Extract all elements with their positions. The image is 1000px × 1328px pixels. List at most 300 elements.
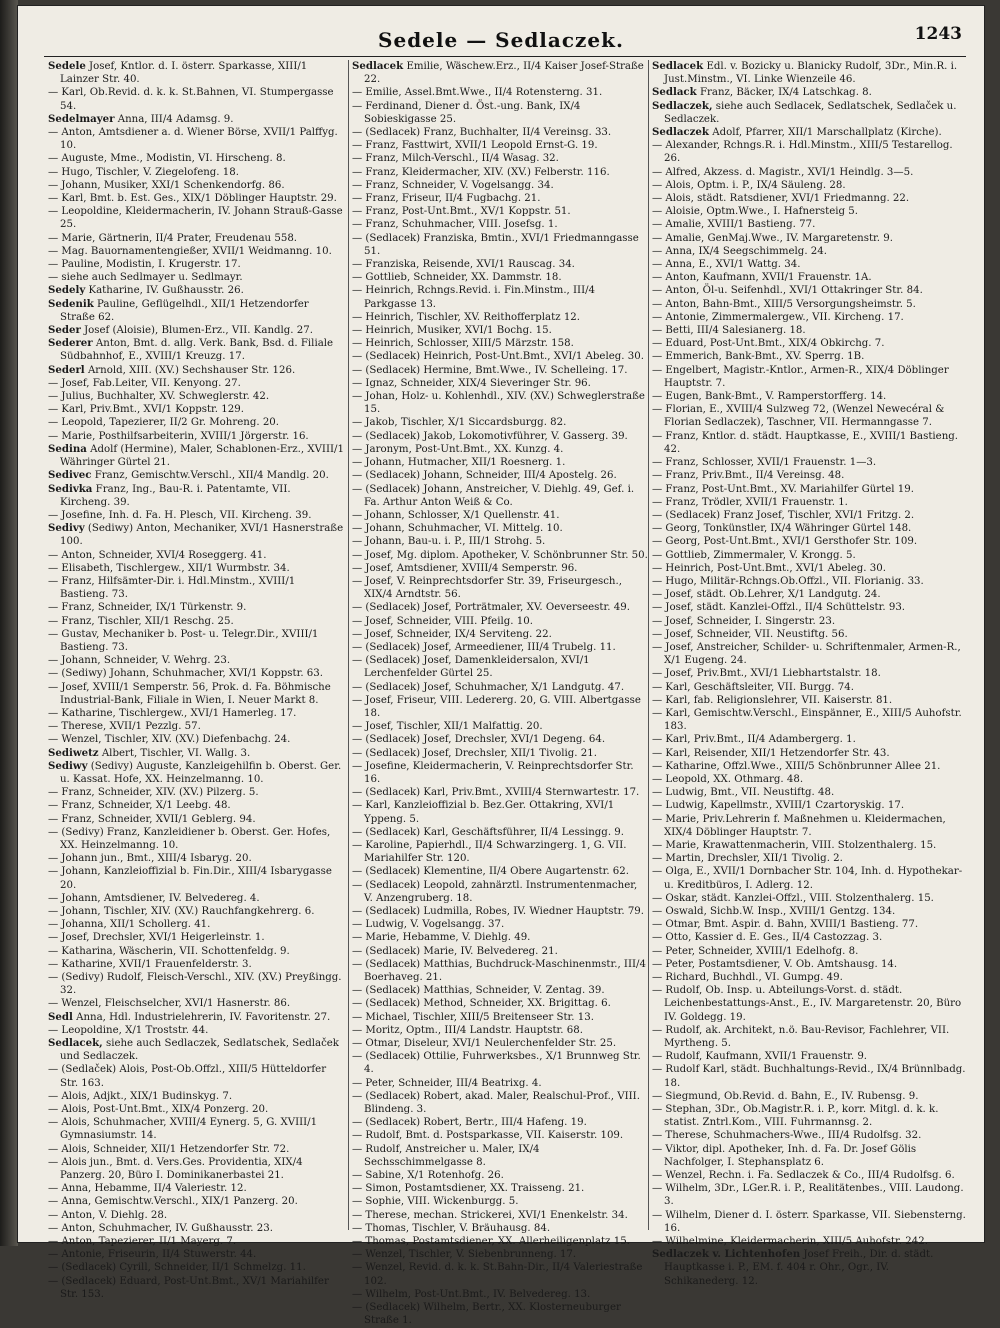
entry-text: — (Sedlacek) Robert, akad. Maler, Realschul-Prof., VIII. Blindeng. 3. [352,1090,640,1116]
directory-entry [652,575,966,588]
entry-text: — Franz, Schneider, XIV. (XV.) Pilzerg. 5. [48,787,259,799]
directory-entry [352,1301,648,1327]
directory-entry [652,905,966,918]
entry-text: Franz, Ing., Bau-R. i. Patentamte, VII. Kircheng. 39. [60,483,291,508]
entry-text: — Alois, städt. Ratsdiener, XVI/1 Friedmanng. 22. [652,193,910,205]
directory-entry [48,747,344,760]
entry-text: — Wilhelm, Diener d. I. österr. Sparkasse, VII. Siebensterng. 16. [652,1209,966,1234]
entry-text: — Anna, E., XVI/1 Wattg. 34. [652,259,801,271]
entry-text: — Franz, Milch-Verschl., II/4 Wasag. 32. [352,153,559,165]
entry-text: — (Sedlacek) Josef, Drechsler, XVI/1 Degeng. 64. [352,734,606,746]
entry-text: — Wenzel, Revid. d. k. k. St.Bahn-Dir., II/4 Valeriestraße 102. [352,1262,643,1287]
entry-text: — Eugen, Bank-Bmt., V. Ramperstorfferg. 14. [652,391,887,403]
entry-text: — Otmar, Diseleur, XVI/1 Neulerchenfelder Str. 25. [352,1038,617,1050]
entry-surname: Sedivec [48,469,92,482]
directory-entry [352,218,648,231]
directory-entry [48,86,344,112]
directory-entry [352,416,648,429]
column-right [652,60,966,1287]
entry-text: — Josef, Amtsdiener, XVIII/4 Semperstr. 96. [352,562,578,574]
entry-text: — (Sedlacek) Josef, Armeediener, III/4 Trubelg. 11. [352,641,616,653]
entry-text: — Emmerich, Bank-Bmt., XV. Sperrg. 1B. [652,351,865,363]
directory-entry [48,152,344,165]
directory-entry [352,100,648,126]
directory-entry [48,971,344,997]
entry-text: — (Sedlacek) Ottilie, Fuhrwerksbes., X/1 Brunnweg Str. 4. [352,1051,641,1076]
directory-entry [48,786,344,799]
entry-text: — Peter, Schneider, XVIII/1 Edelhofg. 8. [652,945,859,957]
entry-text: — Alois jun., Bmt. d. Vers.Ges. Providentia, XIX/4 Panzerg. 20, Büro I. Dominikanerbastei 21. [48,1156,303,1182]
directory-entry [48,298,344,324]
entry-text: — Johann, Schneider, V. Wehrg. 23. [48,655,231,667]
entry-surname: Sedlacek [352,60,404,72]
directory-entry [352,1143,648,1169]
entry-text: — Josef, V. Reinprechtsdorfer Str. 39, Friseurgesch., XIX/4 Arndtstr. 56. [352,575,622,601]
entry-text: — Jaronym, Post-Unt.Bmt., XX. Kunzg. 4. [352,443,564,455]
directory-entry [652,1235,966,1248]
entry-text: — Oskar, städt. Kanzlei-Offzl., VIII. Stolzenthalerg. 15. [652,892,934,904]
entry-text: Arnold, XIII. (XV.) Sechshauser Str. 126. [87,364,296,376]
directory-entry [352,271,648,284]
directory-entry [652,1129,966,1142]
directory-entry [652,509,966,522]
directory-entry [48,1143,344,1156]
entry-text: Katharine, IV. Gußhausstr. 26. [88,285,244,297]
entry-text: Emilie, Wäschew.Erz., II/4 Kaiser Josef-Straße 22. [364,61,644,86]
entry-text: Franz, Gemischtw.Verschl., XII/4 Mandlg. 20. [94,470,329,482]
directory-entry [48,958,344,971]
entry-surname: Sedelmayer [48,112,115,125]
entry-text: — (Sedlacek) Johann, Schneider, III/4 Apostelg. 26. [352,470,617,482]
directory-entry [352,799,648,825]
entry-text: — Sabine, X/1 Rotenhofg. 26. [352,1170,504,1182]
directory-entry [352,601,648,614]
entry-text: — (Sedlacek) Matthias, Buchdruck-Maschinenmstr., III/4 Boerhaveg. 21. [352,958,646,984]
entry-text: Josef (Aloisie), Blumen-Erz., VII. Kandlg. 27. [84,325,313,337]
directory-entry [652,945,966,958]
entry-text: Pauline, Geflügelhdl., XII/1 Hetzendorfer Straße 62. [60,298,309,323]
entry-surname: Sedl [48,1010,73,1023]
column-divider [348,60,349,1230]
directory-entry [652,205,966,218]
directory-entry [652,1182,966,1208]
directory-entry [48,271,344,284]
entry-text: — Peter, Postamtsdiener, V. Ob. Amtshausg. 14. [652,958,898,970]
entry-text: — Johann, Schuhmacher, VI. Mittelg. 10. [352,523,563,535]
entry-text: — Emilie, Assel.Bmt.Wwe., II/4 Rotensterng. 31. [352,87,603,99]
directory-entry [352,443,648,456]
directory-entry [652,522,966,535]
directory-entry [48,865,344,891]
directory-entry [352,1050,648,1076]
directory-entry [48,720,344,733]
entry-text: — Franz, Kntlor. d. städt. Hauptkasse, E., XVIII/1 Bastieng. 42. [652,430,959,455]
entry-text: — Josef, städt. Ob.Lehrer, X/1 Landgutg. 24. [652,589,881,601]
entry-text: — Peter, Schneider, III/4 Beatrixg. 4. [352,1077,542,1089]
directory-entry [652,390,966,403]
entry-text: — Johann, Hutmacher, XII/1 Roesnerg. 1. [352,457,566,469]
directory-entry [352,509,648,522]
directory-entry [48,1275,344,1301]
entry-text: — Gottlieb, Zimmermaler, V. Krongg. 5. [652,549,856,561]
entry-text: — Franziska, Reisende, XVI/1 Rauscag. 34. [352,259,575,271]
entry-text: — Moritz, Optm., III/4 Landstr. Hauptstr. 68. [352,1024,583,1036]
directory-entry [48,707,344,720]
directory-entry [652,562,966,575]
entry-text: — Heinrich, Musiker, XVI/1 Bochg. 15. [352,325,552,337]
directory-entry [48,1248,344,1261]
directory-entry [48,760,344,786]
directory-entry [352,615,648,628]
entry-text: — Karl, fab. Religionslehrer, VII. Kaiserstr. 81. [652,694,893,706]
entry-text: — Anton, Amtsdiener a. d. Wiener Börse, XVII/1 Palffyg. 10. [48,127,338,152]
directory-entry [652,707,966,733]
entry-text: — Marie, Hebamme, V. Diehlg. 49. [352,932,531,944]
entry-text: — (Sedlacek) Franz, Buchhalter, II/4 Vereinsg. 33. [352,127,612,139]
directory-entry [352,826,648,839]
directory-entry [652,535,966,548]
entry-text: — (Sedlacek) Klementine, II/4 Obere Augartenstr. 62. [352,866,630,878]
entry-text: — Rudolf, ak. Architekt, n.ö. Bau-Revisor, Fachlehrer, VII. Myrtheng. 5. [652,1024,950,1050]
entry-text: — Karoline, Papierhdl., II/4 Schwarzingerg. 1, G. VII. Mariahilfer Str. 120. [352,839,627,865]
directory-entry [352,720,648,733]
entry-text: — Karl, Reisender, XII/1 Hetzendorfer Str. 43. [652,747,890,759]
directory-entry [652,641,966,667]
book-spine-shadow [0,0,18,1246]
directory-entry [48,1222,344,1235]
directory-entry [652,350,966,363]
entry-text: — (Sedlacek) Jakob, Lokomotivführer, V. Gasserg. 39. [352,430,628,442]
directory-entry [352,1116,648,1129]
directory-entry [652,1143,966,1169]
directory-entry [48,192,344,205]
directory-entry [48,826,344,852]
directory-entry [652,271,966,284]
entry-text: — Ignaz, Schneider, XIX/4 Sieveringer Str. 96. [352,377,591,389]
entry-surname: Sedlacek, [48,1037,103,1050]
entry-surname: Sederl [48,363,85,376]
entry-surname: Sedivy [48,522,85,535]
directory-entry [352,284,648,310]
entry-text: — Anton, Bahn-Bmt., XIII/5 Versorgungsheimstr. 5. [652,298,916,310]
directory-entry [652,1169,966,1182]
column-left [48,60,344,1300]
directory-entry [352,1169,648,1182]
entry-text: Anton, Bmt. d. allg. Verk. Bank, Bsd. d. Filiale Südbahnhof, E., XVIII/1 Kreuzg. 17. [60,338,334,363]
entry-text: Anna, III/4 Adamsg. 9. [117,113,234,125]
entry-text: — Josef, XVIII/1 Semperstr. 56, Prok. d. Fa. Böhmische Industrial-Bank, Filiale in Wien, I. Neuer Markt 8. [48,681,331,706]
directory-entry [352,126,648,139]
directory-entry [652,799,966,812]
entry-text: — Oswald, Sichb.W. Insp., XVIII/1 Gentzg. 134. [652,906,896,917]
directory-entry [48,179,344,192]
directory-entry [48,522,344,548]
entry-text: siehe auch Sedlacek, Sedlatschek, Sedlaček u. Sedlaczek. [664,100,957,125]
entry-text: — Karl, Priv.Bmt., II/4 Adambergerg. 1. [652,734,856,746]
directory-entry [352,1090,648,1116]
directory-entry [652,984,966,1024]
entry-text: — Heinrich, Post-Unt.Bmt., XVI/1 Abeleg. 30. [652,562,886,574]
directory-entry [652,588,966,601]
directory-entry [48,852,344,865]
entry-text: — (Sedlacek) Franziska, Bmtin., XVI/1 Friedmanngasse 51. [352,232,639,257]
directory-entry [48,232,344,245]
entry-text: — (Sedlacek) Franz Josef, Tischler, XVI/1 Fritzg. 2. [652,509,915,521]
entry-text: — Betti, III/4 Salesianerg. 18. [652,325,806,337]
entry-text: — Karl, Gemischtw.Verschl., Einspänner, E., XIII/5 Auhofstr. 183. [652,707,962,733]
entry-text: — (Sedlacek) Wilhelm, Bertr., XX. Klosterneuburger Straße 1. [352,1302,621,1327]
directory-entry [652,549,966,562]
directory-entry [352,258,648,271]
entry-text: — Wilhelm, 3Dr., LGer.R. i. P., Realitätenbes., VIII. Laudong. 3. [652,1183,964,1208]
entry-surname: Sedivka [48,482,93,495]
directory-entry [48,1063,344,1089]
entry-text: — (Sedlacek) Heinrich, Post-Unt.Bmt., XVI/1 Abeleg. 30. [352,351,644,363]
directory-entry [48,430,344,443]
directory-entry [48,113,344,126]
directory-entry [48,403,344,416]
directory-entry [48,126,344,152]
directory-entry [48,1182,344,1195]
entry-text: Albert, Tischler, VI. Wallg. 3. [101,747,251,759]
entry-text: — Otmar, Bmt. Aspir. d. Bahn, XVIII/1 Bastieng. 77. [652,919,919,931]
directory-entry [48,469,344,482]
directory-entry [652,839,966,852]
entry-text: — Josef, Tischler, XII/1 Malfattig. 20. [352,721,543,733]
directory-entry [48,654,344,667]
entry-text: — Franz, Schneider, XVII/1 Geblerg. 94. [48,813,256,825]
entry-text: — (Sedlacek) Method, Schneider, XX. Brigittag. 6. [352,998,611,1010]
directory-entry [48,562,344,575]
entry-text: — Josef, Schneider, VII. Neustiftg. 56. [652,628,848,640]
entry-surname: Sedlack [652,86,697,99]
entry-text: — Wilhelmine, Kleidermacherin, XIII/5 Auhofstr. 242. [652,1236,928,1248]
directory-entry [352,958,648,984]
entry-text: — Karl, Kanzleioffizial b. Bez.Ger. Ottakring, XVI/1 Yppeng. 5. [352,800,615,825]
directory-entry [652,298,966,311]
directory-entry [352,628,648,641]
directory-entry [48,1024,344,1037]
entry-surname: Sedenik [48,297,94,310]
entry-text: — Florian, E., XVIII/4 Sulzweg 72, (Wenzel Newecéral & Florian Sedlaczek), Taschner, VII. Hermanngasse 7. [652,404,945,429]
entry-text: — Alois, Optm. i. P., IX/4 Säuleng. 28. [652,179,846,191]
directory-entry [652,430,966,456]
entry-text: — Sophie, VIII. Wickenburgg. 5. [352,1196,519,1208]
entry-text: — Wenzel, Tischler, XIV. (XV.) Diefenbachg. 24. [48,734,291,746]
directory-entry [352,483,648,509]
entry-text: — Leopoldine, X/1 Troststr. 44. [48,1024,209,1036]
directory-entry [652,139,966,165]
entry-text: — Franz, Schuhmacher, VIII. Josefsg. 1. [352,219,558,231]
directory-entry [352,694,648,720]
directory-entry [352,786,648,799]
entry-text: — Josef, Mg. diplom. Apotheker, V. Schönbrunner Str. 50. [352,549,648,561]
entry-text: — Anton, Öl-u. Seifenhdl., XVI/1 Ottakringer Str. 84. [652,285,923,297]
directory-entry [48,377,344,390]
entry-text: — Leopold, XX. Othmarg. 48. [652,773,804,785]
directory-entry [48,1195,344,1208]
directory-entry [48,813,344,826]
directory-entry [352,535,648,548]
directory-entry [352,905,648,918]
entry-text: (Sedivy) Auguste, Kanzleigehilfin b. Oberst. Ger. u. Kassat. Hofe, XX. Heinzelmanng. 10. [60,760,342,785]
directory-entry [652,232,966,245]
entry-text: — (Sedlacek) Johann, Anstreicher, V. Diehlg. 49, Gef. i. Fa. Arthur Anton Weiß & Co. [352,483,635,508]
entry-text: — Jakob, Tischler, X/1 Siccardsburgg. 82. [352,417,567,429]
entry-text: — Thomas, Tischler, V. Bräuhausg. 84. [352,1222,551,1234]
entry-text: — Antonie, Friseurin, II/4 Stuwerstr. 44. [48,1249,257,1261]
directory-entry [652,456,966,469]
entry-text: — (Sedlacek) Robert, Bertr., III/4 Hafeng. 19. [352,1117,587,1129]
directory-entry [652,1090,966,1103]
entry-text: siehe auch Sedlaczek, Sedlatschek, Sedlaček und Sedlaczek. [60,1038,339,1063]
entry-text: — Siegmund, Ob.Revid. d. Bahn, E., IV. Rubensg. 9. [652,1090,919,1102]
directory-entry [652,324,966,337]
entry-text: — Franz, Schlosser, XVII/1 Frauenstr. 1—3. [652,457,877,469]
entry-text: — Karl, Ob.Revid. d. k. k. St.Bahnen, VI. Stumpergasse 54. [48,87,334,112]
entry-text: — Heinrich, Tischler, XV. Reithofferplatz 12. [352,311,581,323]
directory-entry [652,364,966,390]
directory-entry [652,958,966,971]
entry-text: — Karl, Priv.Bmt., XVI/1 Koppstr. 129. [48,404,244,416]
entry-text: — Otto, Kassier d. E. Ges., II/4 Castozzag. 3. [652,932,883,944]
directory-entry [352,179,648,192]
entry-text: — (Sedlacek) Cyrill, Schneider, II/1 Schmelzg. 11. [48,1262,306,1274]
entry-text: — Marie, Krawattenmacherin, VIII. Stolzenthalerg. 15. [652,839,937,851]
entry-text: — Eduard, Post-Unt.Bmt., XIX/4 Obkirchg. 7. [652,338,885,350]
entry-text: Edl. v. Bozicky u. Blanicky Rudolf, 3Dr., Min.R. i. Just.Minstm., VI. Linke Wienzeile 46. [664,61,958,86]
entry-text: — Anton, Tapezierer, II/1 Mayerg. 7. [48,1236,237,1248]
entry-text: — Johann jun., Bmt., XIII/4 Isbaryg. 20. [48,853,252,865]
directory-entry [48,892,344,905]
entry-text: — Franz, Fasttwirt, XVII/1 Leopold Ernst-G. 19. [352,140,598,152]
page-number: 1243 [914,24,962,44]
entry-text: Anna, Hdl. Industrielehrerin, IV. Favoritenstr. 27. [76,1011,331,1023]
directory-entry [652,601,966,614]
directory-entry [352,575,648,601]
entry-text: — Franz, Hilfsämter-Dir. i. Hdl.Minstm., XVIII/1 Bastieng. 73. [48,575,296,601]
directory-entry [48,905,344,918]
directory-entry [352,562,648,575]
entry-text: — Wenzel, Fleischselcher, XVI/1 Hasnerstr. 86. [48,998,291,1010]
entry-surname: Sedina [48,442,87,455]
entry-text: (Sediwy) Anton, Mechaniker, XVI/1 Hasnerstraße 100. [60,523,344,548]
entry-text: — Engelbert, Magistr.-Kntlor., Armen-R., XIX/4 Döblinger Hauptstr. 7. [652,364,949,389]
entry-text: — Franz, Trödler, XVII/1 Frauenstr. 1. [652,496,848,508]
entry-text: — Stephan, 3Dr., Ob.Magistr.R. i. P., korr. Mitgl. d. k. k. statist. Zntrl.Kom., VIII. Fuhrmannsg. 2. [652,1104,939,1129]
directory-entry [652,469,966,482]
entry-text: — Rudolf, Bmt. d. Postsparkasse, VII. Kaiserstr. 109. [352,1130,624,1142]
directory-entry [352,232,648,258]
entry-text: — Johann, Schlosser, X/1 Quellenstr. 41. [352,509,560,521]
directory-entry [652,813,966,839]
directory-entry [352,152,648,165]
directory-entry [652,1024,966,1050]
directory-entry [48,416,344,429]
directory-page [18,6,984,1327]
entry-text: — Anton, Schneider, XVI/4 Roseggerg. 41. [48,549,267,561]
directory-entry [352,931,648,944]
entry-text: — Heinrich, Rchngs.Revid. i. Fin.Minstm., III/4 Parkgasse 13. [352,285,596,310]
directory-entry [48,1090,344,1103]
entry-text: — Ferdinand, Diener d. Öst.-ung. Bank, IX/4 Sobieskigasse 25. [352,100,581,125]
entry-text: — Heinrich, Schlosser, XIII/5 Märzstr. 158. [352,338,574,350]
entry-text: — Rudolf Karl, städt. Buchhaltungs-Revid., IX/4 Brünnlbadg. 18. [652,1064,966,1089]
directory-entry [652,245,966,258]
entry-text: — Karl, Geschäftsleiter, VII. Burgg. 74. [652,681,854,693]
entry-text: — Wenzel, Rechn. i. Fa. Sedlaczek & Co., III/4 Rudolfsg. 6. [652,1170,955,1182]
entry-text: — Franz, Kleidermacher, XIV. (XV.) Felberstr. 116. [352,166,610,178]
directory-entry [48,931,344,944]
directory-entry [652,760,966,773]
directory-entry [352,918,648,931]
directory-entry [48,615,344,628]
directory-entry [48,166,344,179]
entry-text: — Alois, Adjkt., XIX/1 Budinskyg. 7. [48,1090,233,1102]
entry-surname: Sedlaczek [652,126,709,139]
directory-entry [652,100,966,126]
entry-text: Josef Freih., Dir. d. städt. Hauptkasse i. P., EM. f. 404 r. Ohr., Ogr., IV. Schikanederg. 12. [664,1249,934,1287]
entry-text: — Franz, Priv.Bmt., II/4 Vereinsg. 48. [652,470,845,482]
entry-text: — Wilhelm, Post-Unt.Bmt., IV. Belvedereg. 13. [352,1288,591,1300]
directory-entry [352,1129,648,1142]
entry-text: — Josefine, Kleidermacherin, V. Reinprechtsdorfer Str. 16. [352,760,634,785]
directory-entry [352,681,648,694]
entry-surname: Sedely [48,284,86,297]
entry-text: — Franz, Schneider, V. Vogelsangg. 34. [352,179,554,191]
directory-entry [352,350,648,363]
entry-text: — Johann, Amtsdiener, IV. Belvedereg. 4. [48,892,260,904]
page-title: Sedele — Sedlaczek. [378,28,624,52]
entry-text: — Josef, Friseur, VIII. Ledererg. 20, G. VIII. Albertgasse 18. [352,694,641,719]
entry-text: — (Sedlacek) Josef, Porträtmaler, XV. Oeverseestr. 49. [352,602,630,614]
entry-text: — Franz, Post-Unt.Bmt., XV. Mariahilfer Gürtel 19. [652,483,915,495]
directory-entry [652,681,966,694]
entry-text: — Amalie, XVIII/1 Bastieng. 77. [652,219,816,231]
directory-entry [48,601,344,614]
directory-entry [48,258,344,271]
directory-entry [352,456,648,469]
entry-text: — Marie, Priv.Lehrerin f. Maßnehmen u. Kleidermachen, XIX/4 Döblinger Hauptstr. 7. [652,813,946,838]
entry-text: — Franz, Tischler, XII/1 Reschg. 25. [48,615,234,627]
entry-text: — Rudolf, Kaufmann, XVII/1 Frauenstr. 9. [652,1051,868,1063]
entry-text: — Hugo, Tischler, V. Ziegelofeng. 18. [48,166,239,178]
entry-text: — Auguste, Mme., Modistin, VI. Hirscheng. 8. [48,153,286,165]
entry-text: — Franz, Schneider, IX/1 Türkenstr. 9. [48,602,247,614]
directory-entry [352,1248,648,1261]
directory-entry [48,390,344,403]
directory-entry [652,483,966,496]
directory-entry [48,443,344,469]
entry-text: — Katharina, Wäscherin, VII. Schottenfeldg. 9. [48,945,290,957]
entry-text: — (Sedlacek) Josef, Schuhmacher, X/1 Landgutg. 47. [352,681,625,693]
entry-text: — (Sedlacek) Karl, Geschäftsführer, II/4 Lessingg. 9. [352,826,625,838]
entry-text: — Elisabeth, Tischlergew., XII/1 Wurmbstr. 34. [48,562,290,574]
directory-entry [48,60,344,86]
entry-text: — (Sedlacek) Eduard, Post-Unt.Bmt., XV/1 Mariahilfer Str. 153. [48,1275,329,1300]
entry-text: — Josefine, Inh. d. Fa. H. Plesch, VII. Kircheng. 39. [48,509,312,521]
directory-entry [48,733,344,746]
directory-entry [352,945,648,958]
entry-text: — Ludwig, V. Vogelsangg. 37. [352,919,505,931]
directory-entry [652,337,966,350]
entry-text: — Josef, Schneider, IX/4 Serviteng. 22. [352,628,552,640]
directory-entry [48,945,344,958]
entry-text: — (Sedlacek) Hermine, Bmt.Wwe., IV. Schelleing. 17. [352,364,628,376]
directory-entry [48,1037,344,1063]
entry-text: — Franz, Friseur, II/4 Fugbachg. 21. [352,193,541,205]
directory-entry [352,430,648,443]
